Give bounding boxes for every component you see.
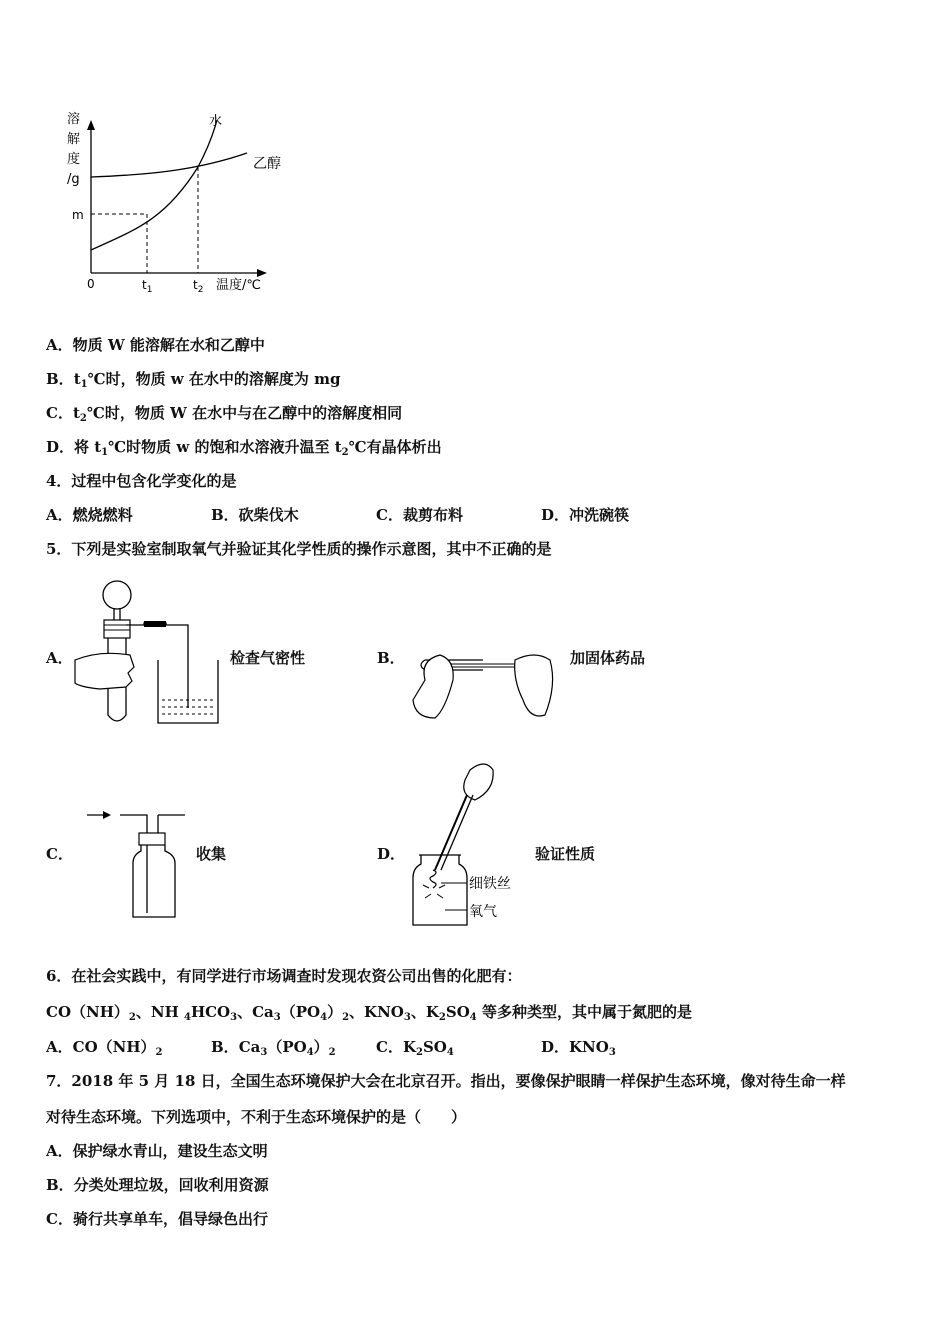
collection-bottle-figure <box>85 805 195 925</box>
q6-stem: 6．在社会实践中，有同学进行市场调查时发现农资公司出售的化肥有： <box>46 967 522 985</box>
q4-option-d: D．冲洗碗筷 <box>541 506 630 524</box>
q4-option-b: B．砍柴伐木 <box>211 506 299 524</box>
ethanol-curve <box>91 153 247 177</box>
y-label-4: /g <box>67 172 80 187</box>
q5-stem: 5．下列是实验室制取氧气并验证其化学性质的操作示意图，其中不正确的是 <box>46 540 552 558</box>
q5-option-a-caption: 检查气密性 <box>230 649 306 667</box>
oxygen-label: 氧气 <box>469 904 497 920</box>
solubility-graph <box>55 105 315 305</box>
svg-text:t1: $t_1$ <box>142 278 153 295</box>
q7-option-c: C．骑行共享单车，倡导绿色出行 <box>46 1210 268 1228</box>
q7-stem-line2: 对待生态环境。下列选项中，不利于生态环境保护的是（ ） <box>46 1108 467 1126</box>
m-label: m <box>72 208 84 222</box>
q6-option-a: A．$CO(NH)_2$ <box>46 1038 163 1058</box>
q5-option-b-caption: 加固体药品 <box>570 649 646 667</box>
q3-option-b: B．$t_1℃$时，物质 w 在水中的溶解度为 mg <box>46 370 341 390</box>
q5-option-c-label: C． <box>46 845 73 863</box>
add-solid-figure <box>405 640 565 725</box>
q5-option-a-label: A． <box>46 649 73 667</box>
q5-option-d-caption: 验证性质 <box>535 845 596 863</box>
q7-option-a: A．保护绿水青山，建设生态文明 <box>46 1142 268 1160</box>
iron-wire-oxygen-figure <box>405 760 535 930</box>
q4-option-a: A．燃烧燃料 <box>46 506 133 524</box>
airtightness-check-figure <box>70 575 230 730</box>
q6-option-d: D．$KNO_3$ <box>541 1038 616 1058</box>
x-axis-label: 温度/℃ <box>216 278 261 293</box>
svg-text:t2: $t_2$ <box>193 278 204 295</box>
q6-option-b: B．$Ca_3(PO_4)_2$ <box>211 1038 336 1058</box>
origin-label: 0 <box>87 277 95 291</box>
q4-option-c: C．裁剪布料 <box>376 506 463 524</box>
q3-option-c: C．$t_2℃$时，物质 W 在水中与在乙醇中的溶解度相同 <box>46 404 403 424</box>
q5-option-c-caption: 收集 <box>196 845 227 863</box>
q7-option-b: B．分类处理垃圾，回收利用资源 <box>46 1176 269 1194</box>
q3-option-a: A．物质 W 能溶解在水和乙醇中 <box>46 336 265 354</box>
water-label: 水 <box>209 114 223 129</box>
q3-option-d: D．将 $t_1℃$时物质 w 的饱和水溶液升温至 $t_2℃$有晶体析出 <box>46 438 442 458</box>
ethanol-label: 乙醇 <box>253 156 281 172</box>
q5-option-d-label: D． <box>377 845 406 863</box>
y-label-2: 解 <box>67 132 81 147</box>
q7-stem-line1: 7．2018 年 5 月 18 日，全国生态环境保护大会在北京召开。指出，要像保护眼睛一样保护生态环境，像对待生命一样 <box>46 1072 846 1090</box>
q6-fertilizer-list: $CO(NH)_2$、NH $_4HCO_3$、$Ca_3(PO_4)_2$、$KNO_3$、$K_2SO_4$ 等多种类型，其中属于氮肥的是 <box>46 1003 692 1023</box>
q6-option-c: C．$K_2SO_4$ <box>376 1038 454 1058</box>
q5-option-b-label: B． <box>377 649 405 667</box>
y-label-3: 度 <box>67 152 81 167</box>
q4-stem: 4．过程中包含化学变化的是 <box>46 472 237 490</box>
iron-wire-label: 细铁丝 <box>469 876 511 892</box>
y-label-1: 溶 <box>67 112 81 127</box>
